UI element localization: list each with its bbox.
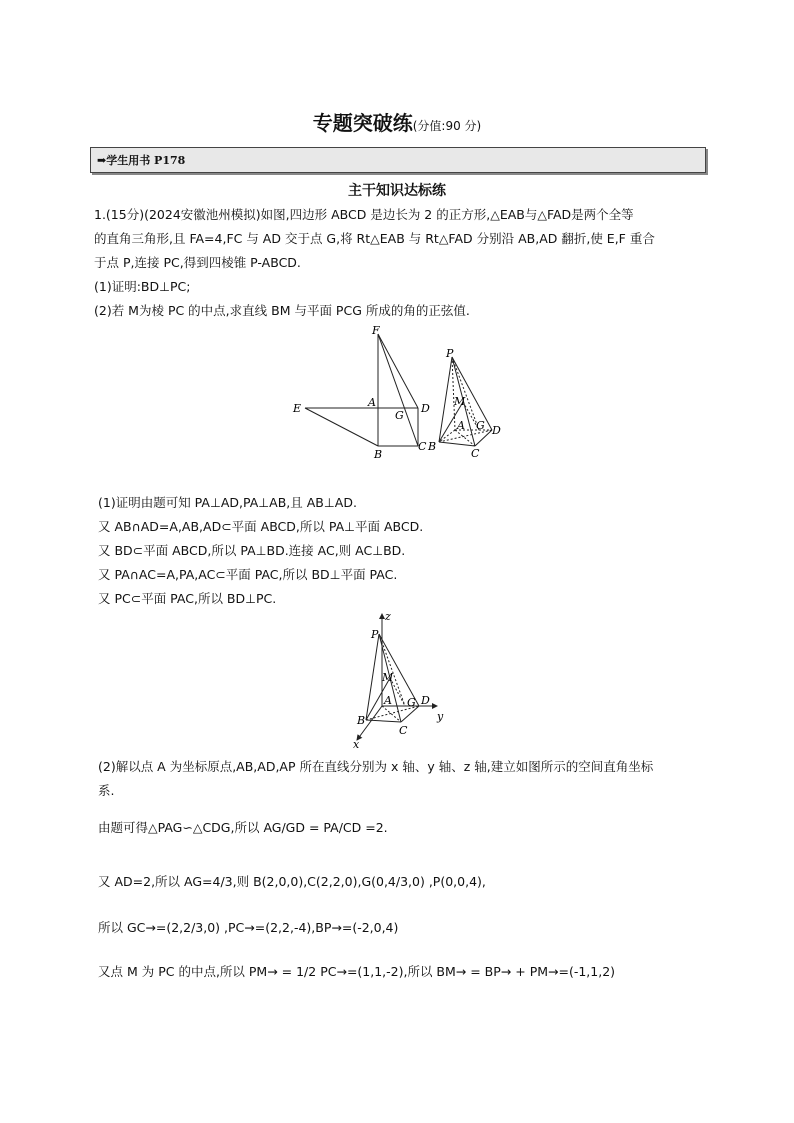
solution-line-11: 又点 M 为 PC 的中点,所以 PM→ = 1/2 PC→=(1,1,-2),所以 BM→ = BP→ + PM→=(-1,1,2) xyxy=(98,964,616,979)
solution-line-1: (1)证明由题可知 PA⊥AD,PA⊥AB,且 AB⊥AD. xyxy=(98,495,357,510)
textbook-reference-bar xyxy=(90,147,706,173)
fig1-label-D: D xyxy=(421,402,430,415)
problem-line-1: 1.(15分)(2024安徽池州模拟)如图,四边形 ABCD 是边长为 2 的正方形,△EAB与△FAD是两个全等 xyxy=(94,207,634,222)
fig3-label-M: M xyxy=(382,671,394,684)
fig3-label-z: z xyxy=(385,610,391,623)
fig3-label-B: B xyxy=(357,714,366,727)
fig2-label-C: C xyxy=(471,447,480,460)
figure-pyramid xyxy=(425,345,510,460)
question-1: (1)证明:BD⊥PC; xyxy=(94,279,191,294)
fig1-label-B: B xyxy=(374,448,383,461)
problem-line-3: 于点 P,连接 PC,得到四棱锥 P-ABCD. xyxy=(94,255,301,270)
page-title xyxy=(0,107,794,136)
fig3-label-A: A xyxy=(384,694,392,707)
solution-line-3: 又 BD⊂平面 ABCD,所以 PA⊥BD.连接 AC,则 AC⊥BD. xyxy=(98,543,406,558)
fig3-label-G: G xyxy=(407,696,416,709)
fig2-label-A: A xyxy=(457,419,465,432)
fig2-label-B: B xyxy=(428,440,437,453)
figure-coordinate-pyramid xyxy=(345,608,455,750)
problem-line-2: 的直角三角形,且 FA=4,FC 与 AD 交于点 G,将 Rt△EAB 与 Rt△FAD 分别沿 AB,AD 翻折,使 E,F 重合 xyxy=(94,231,655,246)
fig3-label-D: D xyxy=(421,694,430,707)
fig3-label-P: P xyxy=(371,628,379,641)
question-2: (2)若 M为棱 PC 的中点,求直线 BM 与平面 PCG 所成的角的正弦值. xyxy=(94,303,470,318)
fig3-label-y: y xyxy=(437,710,444,723)
fig2-label-D: D xyxy=(492,424,501,437)
fig1-label-C: C xyxy=(418,440,427,453)
fig1-label-G: G xyxy=(395,409,404,422)
fig1-label-A: A xyxy=(368,396,376,409)
fig1-label-F: F xyxy=(372,324,380,337)
solution-line-4: 又 PA∩AC=A,PA,AC⊂平面 PAC,所以 BD⊥平面 PAC. xyxy=(98,567,398,582)
fig3-label-C: C xyxy=(399,724,408,737)
solution-line-9: 又 AD=2,所以 AG=4/3,则 B(2,0,0),C(2,2,0),G(0,4/3,0) ,P(0,0,4), xyxy=(98,874,486,889)
solution-line-8: 由题可得△PAG∽△CDG,所以 AG/GD = PA/CD =2. xyxy=(98,820,388,835)
title-text: 专题突破练 xyxy=(312,111,413,135)
fig2-label-P: P xyxy=(446,347,454,360)
solution-line-6: (2)解以点 A 为坐标原点,AB,AD,AP 所在直线分别为 x 轴、y 轴、z 轴,建立如图所示的空间直角坐标 xyxy=(98,759,654,774)
score-note: (分值:90 分) xyxy=(412,119,482,133)
textbook-reference-label: ➡学生用书 P178 xyxy=(97,154,186,167)
solution-line-2: 又 AB∩AD=A,AB,AD⊂平面 ABCD,所以 PA⊥平面 ABCD. xyxy=(98,519,424,534)
solution-line-10: 所以 GC→=(2,2/3,0) ,PC→=(2,2,-4),BP→=(-2,0,4) xyxy=(98,920,399,935)
section-title: 主干知识达标练 xyxy=(348,183,446,199)
solution-line-7: 系. xyxy=(98,783,115,798)
fig3-label-x: x xyxy=(353,738,360,750)
figure-unfolded-square xyxy=(285,320,430,465)
fig2-label-G: G xyxy=(476,419,485,432)
fig2-label-M: M xyxy=(454,395,466,408)
solution-line-5: 又 PC⊂平面 PAC,所以 BD⊥PC. xyxy=(98,591,277,606)
fig1-label-E: E xyxy=(293,402,302,415)
